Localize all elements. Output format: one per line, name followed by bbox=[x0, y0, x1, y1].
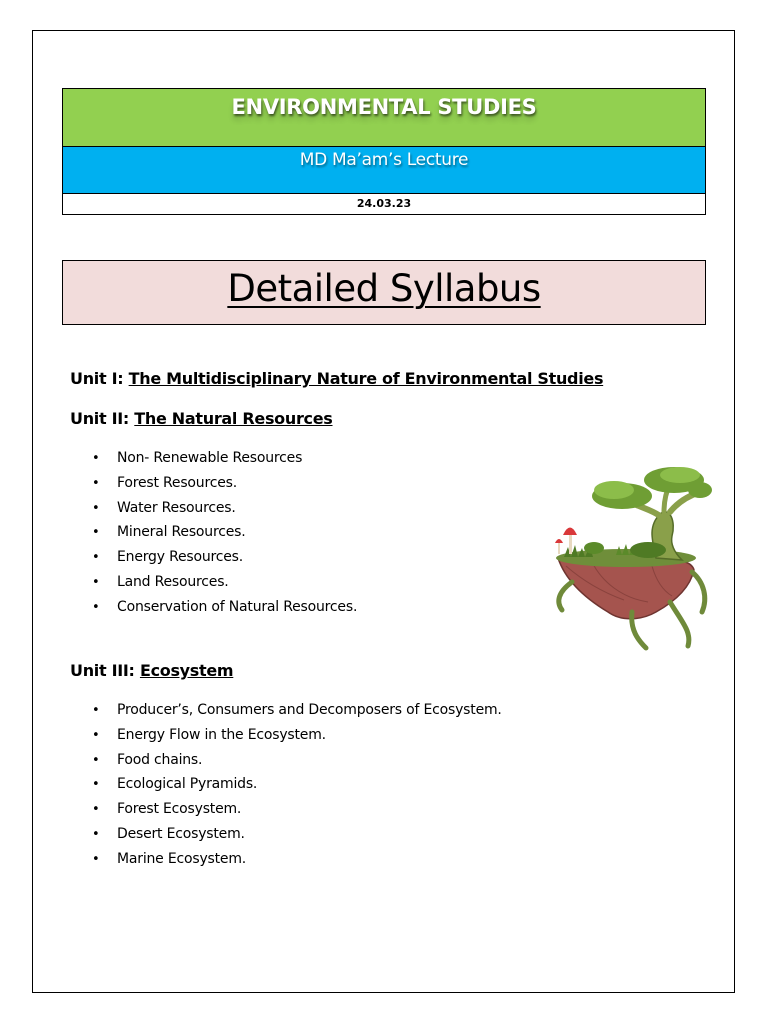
bullet-icon: • bbox=[92, 500, 100, 516]
document-subtitle: MD Ma’am’s Lecture bbox=[299, 150, 469, 170]
list-item: • Marine Ecosystem. bbox=[92, 847, 502, 872]
bullet-icon: • bbox=[92, 851, 100, 867]
unit-3-topic-list bbox=[92, 698, 502, 872]
bullet-icon: • bbox=[92, 599, 100, 615]
list-item: • Producer’s, Consumers and Decomposers of Ecosystem. bbox=[92, 698, 502, 723]
list-item: • Conservation of Natural Resources. bbox=[92, 595, 357, 620]
bullet-icon: • bbox=[92, 777, 100, 793]
subtitle-band bbox=[63, 147, 705, 194]
bullet-icon: • bbox=[92, 451, 100, 466]
bullet-icon: • bbox=[92, 703, 100, 718]
title-band bbox=[63, 89, 705, 147]
list-item: • Land Resources. bbox=[92, 570, 357, 595]
bullet-icon: • bbox=[92, 574, 100, 590]
floating-island-tree-illustration bbox=[552, 462, 714, 654]
unit-1-heading bbox=[70, 369, 603, 388]
document-date: 24.03.23 bbox=[63, 194, 705, 214]
list-item: • Ecological Pyramids. bbox=[92, 772, 502, 797]
unit-title: The Natural Resources bbox=[134, 409, 333, 428]
unit-label: Unit I: bbox=[70, 369, 124, 388]
bullet-icon: • bbox=[92, 727, 100, 743]
list-item: • Desert Ecosystem. bbox=[92, 822, 502, 847]
header-table bbox=[62, 88, 706, 215]
list-item: • Food chains. bbox=[92, 748, 502, 773]
bullet-icon: • bbox=[92, 525, 100, 541]
list-item: • Water Resources. bbox=[92, 496, 357, 521]
bullet-icon: • bbox=[92, 475, 100, 491]
list-item: • Forest Ecosystem. bbox=[92, 797, 502, 822]
list-item: • Non- Renewable Resources bbox=[92, 446, 357, 471]
page-title: Detailed Syllabus bbox=[227, 267, 541, 310]
list-item: • Forest Resources. bbox=[92, 471, 357, 496]
unit-3-heading bbox=[70, 661, 233, 680]
unit-title: Ecosystem bbox=[139, 661, 234, 680]
bullet-icon: • bbox=[92, 802, 100, 818]
document-title: ENVIRONMENTAL STUDIES bbox=[231, 95, 537, 119]
list-item: • Energy Flow in the Ecosystem. bbox=[92, 723, 502, 748]
unit-2-heading bbox=[70, 409, 333, 428]
list-item: • Mineral Resources. bbox=[92, 520, 357, 545]
unit-label: Unit III: bbox=[70, 661, 135, 680]
syllabus-heading-box bbox=[62, 260, 706, 325]
unit-2-topic-list bbox=[92, 446, 357, 620]
bullet-icon: • bbox=[92, 826, 100, 842]
list-item: • Energy Resources. bbox=[92, 545, 357, 570]
unit-label: Unit II: bbox=[70, 409, 129, 428]
bullet-icon: • bbox=[92, 752, 100, 768]
unit-title: The Multidisciplinary Nature of Environmental Studies bbox=[128, 369, 604, 388]
bullet-icon: • bbox=[92, 550, 100, 566]
